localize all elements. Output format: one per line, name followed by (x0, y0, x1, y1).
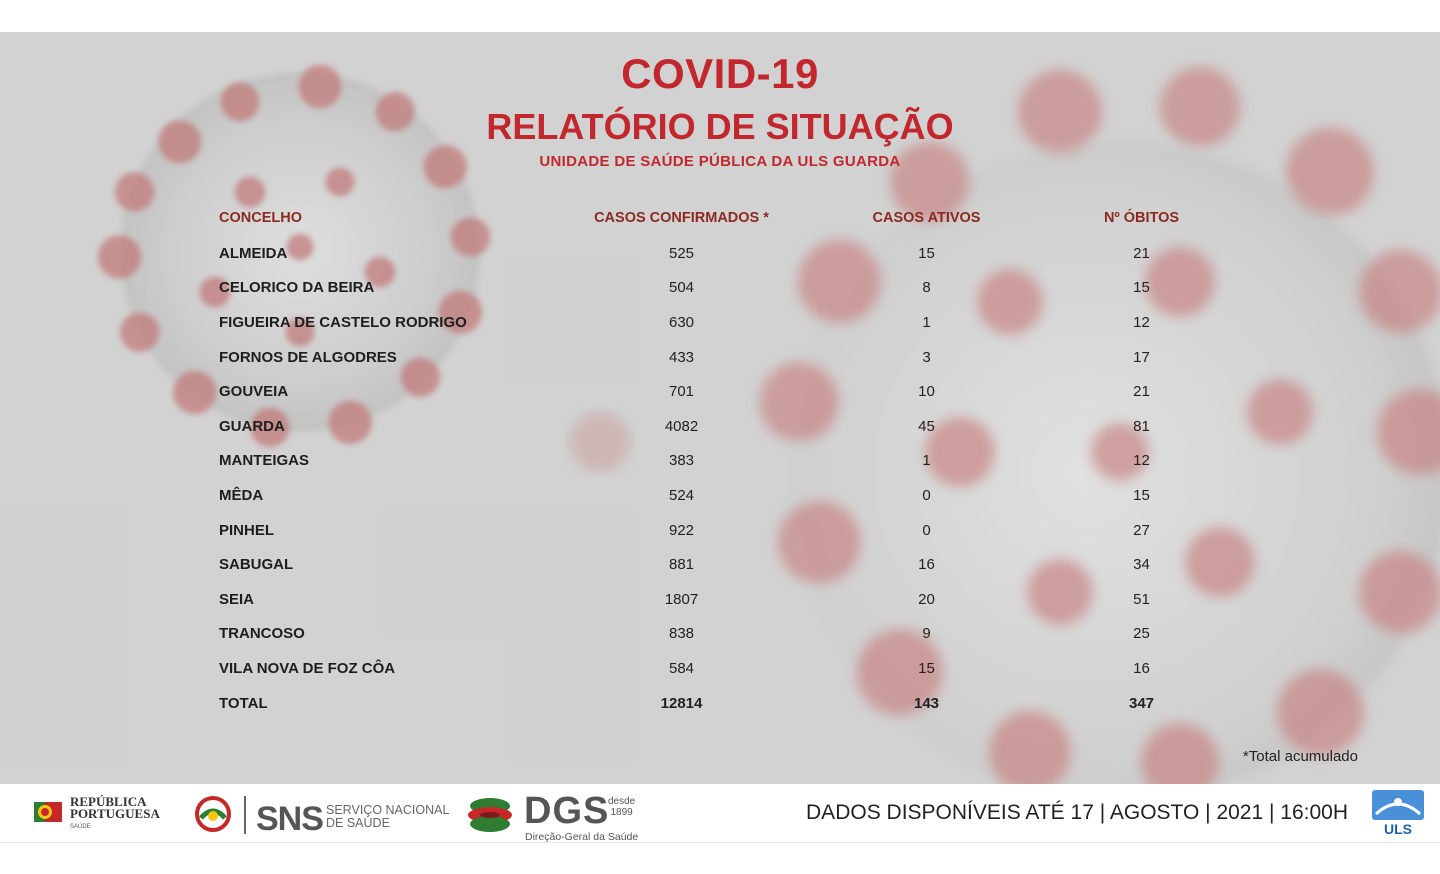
sns-description (326, 804, 449, 830)
dgs-name: DGS (524, 790, 610, 832)
dgs-year-value: 1899 (610, 807, 633, 818)
cell-total-label: TOTAL (219, 694, 268, 712)
republica-emblem (34, 798, 62, 826)
table-row (212, 374, 1249, 409)
cell-total-deaths: 347 (1128, 694, 1155, 712)
sns-emblem (192, 796, 234, 832)
table-row (212, 236, 1249, 271)
sns-name: SNS (256, 800, 323, 838)
column-header-concelho: CONCELHO (219, 210, 302, 226)
page-title: COVID-19 (621, 50, 819, 97)
cell-active: 9 (922, 625, 931, 643)
cell-concelho: SEIA (219, 590, 255, 608)
uls-logo (1368, 788, 1428, 838)
republica-text (70, 796, 160, 820)
table-row (212, 409, 1249, 444)
cell-deaths: 15 (1133, 279, 1150, 297)
cell-concelho: MÊDA (219, 486, 264, 504)
footnote: *Total acumulado (1242, 748, 1358, 765)
cell-total-confirmed: 12814 (660, 694, 703, 712)
table-total-row (212, 686, 1249, 721)
cell-active: 0 (922, 521, 931, 539)
table-row (212, 651, 1249, 686)
cell-concelho: GOUVEIA (219, 383, 289, 401)
cell-active: 16 (918, 556, 935, 574)
table-row (212, 582, 1249, 617)
cell-active: 0 (922, 486, 931, 504)
dgs-since-label: desde (608, 796, 636, 807)
page-subtitle: RELATÓRIO DE SITUAÇÃO (486, 106, 954, 147)
cell-active: 3 (922, 348, 931, 366)
column-header-active: CASOS ATIVOS (872, 210, 981, 226)
cell-concelho: TRANCOSO (219, 625, 305, 643)
cell-deaths: 25 (1133, 625, 1150, 643)
table-row (212, 305, 1249, 340)
cell-confirmed: 383 (668, 452, 695, 470)
sns-desc-line2: DE SAÚDE (326, 816, 390, 830)
cell-deaths: 12 (1133, 452, 1150, 470)
cell-confirmed: 630 (668, 313, 695, 331)
sns-desc-line1: SERVIÇO NACIONAL (326, 803, 450, 817)
cell-deaths: 27 (1133, 521, 1150, 539)
data-availability: DADOS DISPONÍVEIS ATÉ 17 | AGOSTO | 2021 | 16:00H (806, 801, 1348, 824)
cell-concelho: FIGUEIRA DE CASTELO RODRIGO (219, 313, 467, 331)
cell-deaths: 17 (1133, 348, 1150, 366)
organization-name: UNIDADE DE SAÚDE PÚBLICA DA ULS GUARDA (539, 153, 901, 170)
republica-line1: REPÚBLICA (70, 794, 147, 809)
dgs-emblem (466, 794, 514, 836)
cell-confirmed: 4082 (664, 417, 699, 435)
cell-concelho: FORNOS DE ALGODRES (219, 348, 397, 366)
cell-deaths: 16 (1133, 659, 1150, 677)
report-panel (0, 32, 1440, 784)
column-header-deaths: Nº ÓBITOS (1103, 210, 1180, 226)
cell-active: 15 (918, 244, 935, 262)
table-row (212, 547, 1249, 582)
cell-concelho: CELORICO DA BEIRA (219, 279, 375, 297)
cell-deaths: 21 (1133, 244, 1150, 262)
uls-text: ULS (1384, 821, 1412, 837)
cell-active: 8 (922, 279, 931, 297)
sns-divider (244, 796, 246, 834)
cell-active: 15 (918, 659, 935, 677)
cell-active: 1 (922, 452, 931, 470)
cell-confirmed: 584 (668, 659, 695, 677)
table-row (212, 478, 1249, 513)
column-header-confirmed: CASOS CONFIRMADOS * (594, 210, 769, 226)
top-strip (0, 0, 1440, 32)
republica-small: SAÚDE (70, 824, 91, 830)
cell-confirmed: 922 (668, 521, 695, 539)
cell-deaths: 81 (1133, 417, 1150, 435)
cell-confirmed: 881 (668, 556, 695, 574)
cell-confirmed: 524 (668, 486, 695, 504)
republica-line2: PORTUGUESA (70, 806, 160, 821)
cell-total-active: 143 (913, 694, 940, 712)
cell-concelho: MANTEIGAS (219, 452, 309, 470)
cell-concelho: VILA NOVA DE FOZ CÔA (219, 659, 396, 677)
table-row (212, 513, 1249, 548)
cell-deaths: 51 (1133, 590, 1150, 608)
table-row (212, 617, 1249, 652)
cell-deaths: 21 (1133, 383, 1150, 401)
cases-table (212, 200, 1249, 720)
cell-confirmed: 838 (668, 625, 695, 643)
cell-active: 1 (922, 313, 931, 331)
table-row (212, 271, 1249, 306)
cell-concelho: PINHEL (219, 521, 275, 539)
dgs-since (608, 796, 635, 818)
cell-deaths: 15 (1133, 486, 1150, 504)
cell-deaths: 34 (1133, 556, 1150, 574)
footer-bar (0, 784, 1440, 843)
table-header-row (212, 200, 1249, 236)
cell-confirmed: 701 (668, 383, 695, 401)
cell-confirmed: 504 (668, 279, 695, 297)
cell-concelho: SABUGAL (219, 556, 294, 574)
table-row (212, 340, 1249, 375)
cell-concelho: GUARDA (219, 417, 285, 435)
cell-active: 45 (918, 417, 935, 435)
cell-confirmed: 433 (668, 348, 695, 366)
table-row (212, 444, 1249, 479)
cell-confirmed: 1807 (664, 590, 699, 608)
cell-active: 10 (918, 383, 935, 401)
cell-confirmed: 525 (668, 244, 695, 262)
cell-active: 20 (918, 590, 935, 608)
dgs-description: Direção-Geral da Saúde (525, 831, 639, 843)
cell-deaths: 12 (1133, 313, 1150, 331)
cell-concelho: ALMEIDA (219, 244, 288, 262)
